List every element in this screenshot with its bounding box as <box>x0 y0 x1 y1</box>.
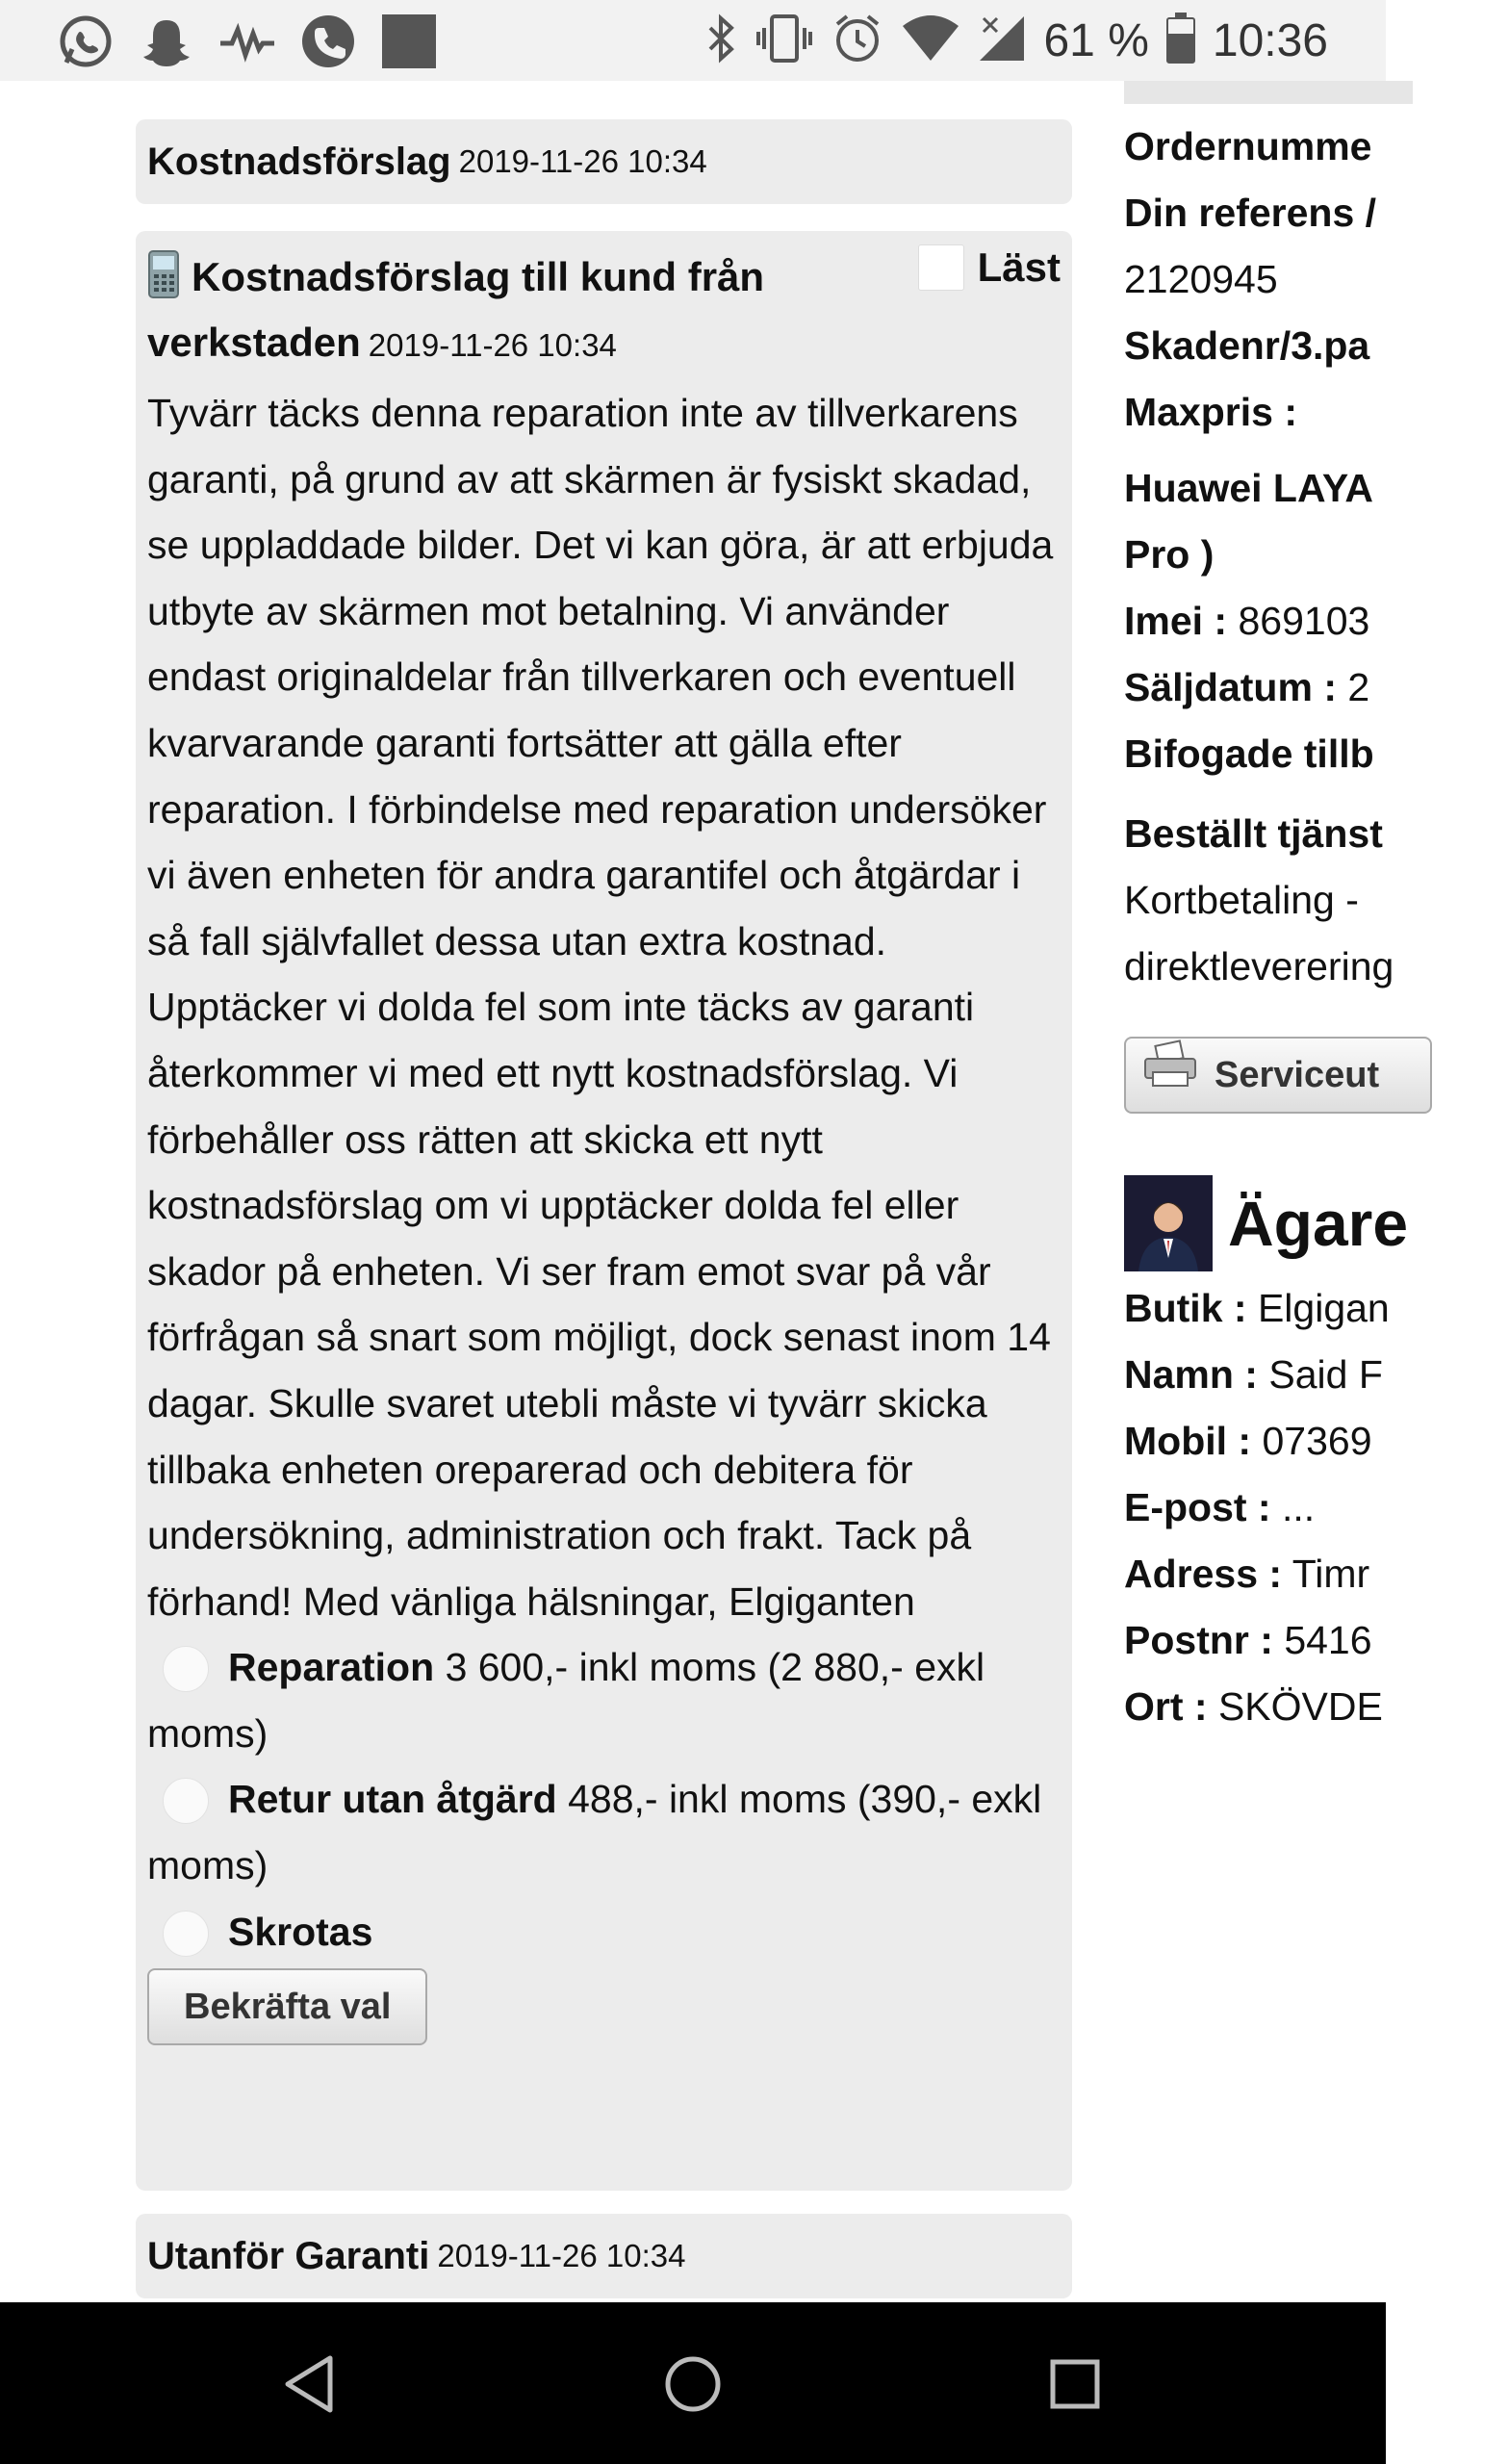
ordered-service-label: Beställt tjänst <box>1124 811 1383 856</box>
printer-icon <box>1143 1041 1197 1110</box>
option-scrap[interactable] <box>147 1899 1061 1965</box>
activity-icon <box>219 13 275 69</box>
owner-header <box>1124 1175 1509 1271</box>
section-date: 2019-11-26 10:34 <box>458 143 707 179</box>
option-return[interactable] <box>147 1766 1061 1898</box>
service-line-1: Kortbetaling - <box>1124 878 1359 922</box>
recents-icon[interactable] <box>1032 2341 1118 2427</box>
gallery-icon <box>381 13 437 69</box>
snapchat-icon <box>139 13 194 69</box>
back-icon[interactable] <box>266 2341 352 2427</box>
message-title: Kostnadsförslag till kund från verkstaden <box>147 254 765 365</box>
whatsapp-icon <box>58 13 114 69</box>
reference-value: 2120945 <box>1124 257 1278 301</box>
section-date: 2019-11-26 10:34 <box>437 2238 686 2273</box>
owner-field-value: 07369 <box>1262 1419 1372 1463</box>
radio-scrap[interactable] <box>163 1911 209 1957</box>
alarm-icon <box>831 13 883 69</box>
vibrate-icon <box>754 13 814 69</box>
owner-field-value: Timr <box>1292 1552 1370 1596</box>
cost-estimate-message <box>136 231 1072 2191</box>
battery-percent: 61 % <box>1043 14 1149 66</box>
owner-field-label: Mobil : <box>1124 1419 1252 1463</box>
out-of-warranty-header[interactable] <box>136 2214 1072 2298</box>
owner-field-value: Said F <box>1268 1352 1383 1397</box>
navigation-bar <box>0 2302 1386 2464</box>
imei-value: 869103 <box>1238 599 1370 643</box>
option-repair[interactable] <box>147 1634 1061 1766</box>
section-title: Utanför Garanti <box>147 2234 430 2277</box>
section-title: Kostnadsförslag <box>147 140 451 183</box>
order-number-label: Ordernumme <box>1124 124 1372 168</box>
option-label: Retur utan åtgärd <box>228 1777 557 1822</box>
owner-field-label: Namn : <box>1124 1352 1258 1397</box>
clock: 10:36 <box>1212 14 1328 66</box>
attachments-label: Bifogade tillb <box>1124 732 1374 776</box>
owner-avatar-icon <box>1124 1175 1213 1271</box>
owner-field-label: E-post : <box>1124 1485 1271 1529</box>
status-bar <box>0 0 1386 81</box>
owner-field-value: SKÖVDE <box>1217 1684 1383 1729</box>
option-label: Reparation <box>228 1645 435 1690</box>
owner-field-label: Butik : <box>1124 1286 1247 1330</box>
device-model-cont: Pro ) <box>1124 532 1215 577</box>
messages-column <box>136 81 1072 2298</box>
owner-title: Ägare <box>1228 1187 1409 1259</box>
message-body: Tyvärr täcks denna reparation inte av tillverkarens garanti, på grund av att skärmen är fysiskt skadad, se uppladdade bilder. Det vi kan göra, är att erbjuda utbyte av skärmen mot betalning. Vi använder endast originaldelar från tillverkaren och eventuell kvarvarande garanti fortsätter att gälla efter reparation. I förbindelse med reparation undersöker vi även enheten för andra garantifel och åtgärdar i så fall självfallet dessa utan extra kostnad. Upptäcker vi dolda fel som inte täcks av garanti återkommer vi med ett nytt kostnadsförslag. Vi förbehåller oss rätten att skicka ett nytt kostnadsförslag om vi upptäcker dolda fel eller skador på enheten. Vi ser fram emot svar på vår förfrågan så snart som möjligt, dock senast inom 14 dagar. Skulle svaret utebli måste vi tyvärr skicka tillbaka enheten oreparerad och debitera för undersökning, administration och frakt. Tack på förhand! Med vänliga hälsningar, Elgiganten <box>147 391 1054 1624</box>
page-content <box>0 81 1409 2302</box>
read-checkbox-group[interactable] <box>918 244 1061 291</box>
owner-field-value: ... <box>1282 1485 1316 1529</box>
sale-date-value: 2 <box>1347 665 1370 709</box>
option-label: Skrotas <box>228 1909 373 1954</box>
read-label: Läst <box>977 244 1061 290</box>
service-printout-button[interactable] <box>1124 1037 1432 1114</box>
sale-date-label: Säljdatum : <box>1124 665 1337 709</box>
order-details-column <box>1124 81 1509 1740</box>
confirm-choice-button[interactable]: Bekräfta val <box>147 1968 427 2045</box>
imei-label: Imei : <box>1124 599 1228 643</box>
read-checkbox[interactable] <box>918 244 964 291</box>
option-price: 3 600,- inkl moms (2 880,- exkl moms) <box>147 1645 985 1756</box>
mobile-phone-icon <box>147 250 180 298</box>
owner-field-label: Adress : <box>1124 1552 1283 1596</box>
message-date: 2019-11-26 10:34 <box>368 327 617 363</box>
phone-icon <box>300 13 356 69</box>
radio-return[interactable] <box>163 1778 209 1824</box>
radio-repair[interactable] <box>163 1646 209 1692</box>
max-price-label: Maxpris : <box>1124 390 1297 434</box>
signal-icon <box>978 14 1026 67</box>
service-line-2: direktleverering <box>1124 944 1394 988</box>
bluetooth-icon <box>704 14 737 67</box>
top-divider <box>1124 81 1413 104</box>
home-icon[interactable] <box>650 2341 736 2427</box>
cost-estimate-header[interactable] <box>136 119 1072 204</box>
reference-label: Din referens / <box>1124 191 1377 235</box>
owner-field-value: Elgigan <box>1257 1286 1390 1330</box>
option-price: 488,- inkl moms (390,- exkl moms) <box>147 1777 1042 1888</box>
owner-field-value: 5416 <box>1284 1618 1372 1662</box>
owner-field-label: Postnr : <box>1124 1618 1273 1662</box>
claim-number-label: Skadenr/3.pa <box>1124 323 1370 368</box>
wifi-icon <box>901 14 960 67</box>
owner-field-label: Ort : <box>1124 1684 1208 1729</box>
service-printout-label: Serviceut <box>1215 1054 1380 1095</box>
battery-icon <box>1166 13 1195 69</box>
device-model: Huawei LAYA <box>1124 466 1374 510</box>
